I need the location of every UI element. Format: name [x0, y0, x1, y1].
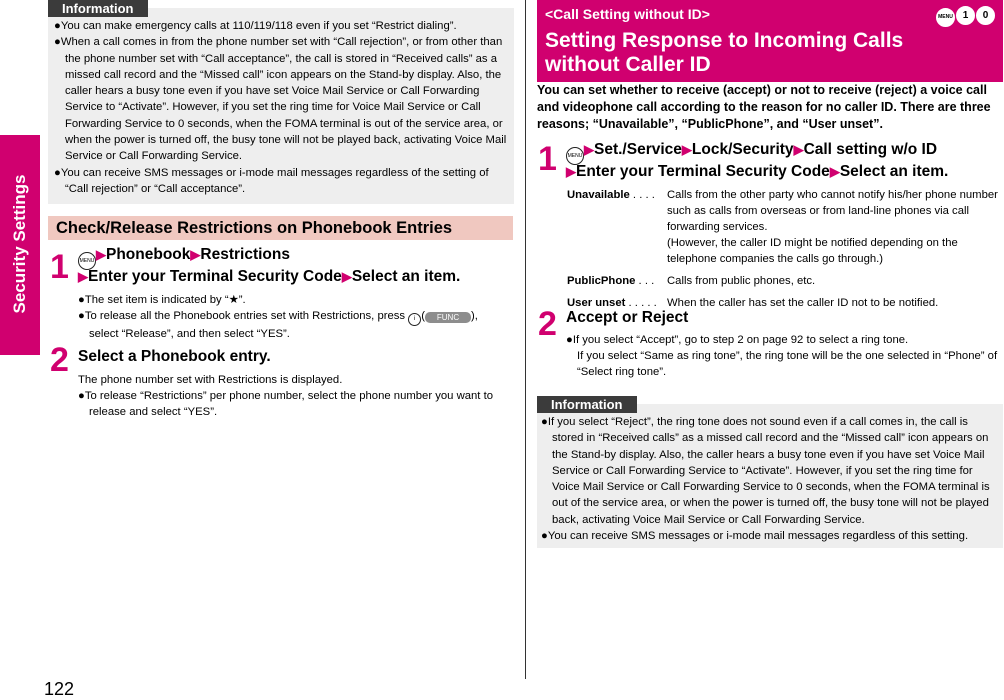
info-item: ●You can make emergency calls at 110/119/118 even if you set “Restrict dialing”.	[54, 20, 457, 32]
intro-text: You can set whether to receive (accept) or not to receive (reject) a voice call and videophone call according to the reason for no caller ID. There are three reasons; “Unavailable”, “PublicPhone”, and “User unset”.	[537, 83, 991, 131]
note: select “Release”, and then select “YES”.	[89, 328, 290, 340]
step-text: The phone number set with Restrictions is displayed.	[78, 374, 343, 386]
info-box-right	[537, 397, 1003, 548]
note: ●To release all the Phonebook entries set with Restrictions, press i ( FUNC ),	[78, 308, 510, 326]
arrow-icon: ▶	[793, 142, 804, 157]
note: ●The set item is indicated by “★”.	[78, 294, 246, 306]
step-instruction: Select a Phonebook entry.	[78, 348, 271, 365]
definition-desc: Calls from the other party who cannot notify his/her phone number such as calls from overseas or from land-line phones via call forwarding services. (However, the caller ID might be notified depending on the telephone companies the calls go through.)	[667, 189, 998, 265]
arrow-icon: ▶	[78, 269, 88, 284]
title-box	[537, 0, 1003, 82]
step-instruction: ▶Enter your Terminal Security Code▶Select an item.	[566, 163, 949, 180]
section-heading: Check/Release Restrictions on Phonebook Entries	[48, 216, 513, 240]
definition-desc: When the caller has set the caller ID not to be notified.	[667, 297, 939, 309]
info-box-left	[48, 1, 514, 204]
menu-key-icon: MENU	[78, 252, 96, 270]
title-category: <Call Setting without ID>	[545, 6, 710, 22]
key-1-icon: 1	[956, 6, 975, 25]
step-notes	[78, 372, 510, 420]
step-number: 2	[538, 305, 557, 343]
definition-list	[567, 187, 1002, 311]
arrow-icon: ▶	[566, 164, 576, 179]
note: If you select “Same as ring tone”, the ring tone will be the one selected in “Phone” of “Select ring tone”.	[577, 350, 998, 378]
func-key-icon: FUNC	[425, 312, 471, 323]
side-tab-label: Security Settings	[10, 174, 29, 314]
arrow-icon: ▶	[96, 247, 106, 262]
info-item: ●If you select “Reject”, the ring tone does not sound even if a call comes in, the call is stored in “Received calls” as a missed call record and the “Missed call” icon appears on the Stand-by display. Also, the caller hears a busy tone even if you have set Voice Mail Service or Call Forwarding Service to “Activate”. However, if you set the ring time for Voice Mail Service or Call Forwarding Service to 0 seconds, when the FOMA terminal is out of the service area, or when the power is turned off, the busy tone will not be played back, activating Voice Mail Service or Call Forwarding Service.	[541, 416, 990, 526]
note: ●To release “Restrictions” per phone number, select the phone number you want to release and select “YES”.	[78, 390, 493, 418]
info-label: Information	[48, 0, 148, 17]
shortcut-keys	[935, 5, 995, 27]
column-divider	[525, 0, 526, 679]
info-item: ●When a call comes in from the phone number set with “Call rejection”, or from other than the phone number set with “Call acceptance”, the call is stored in “Received calls” as a missed call record and the “Missed call” icon appears on the Stand-by display. Also, the caller hears a busy tone even if you have set Voice Mail Service or Call Forwarding Service to “Activate”. However, if you set the ring time for Voice Mail Service or Call Forwarding Service to 0 seconds, when the FOMA terminal is out of the service area, or when the power is turned off, the busy tone will not be played back, activating Voice Mail Service or Call Forwarding Service.	[54, 36, 507, 163]
info-list	[541, 414, 1000, 544]
arrow-icon: ▶	[829, 164, 840, 179]
definition-term: PublicPhone . . .	[567, 275, 655, 287]
info-list	[54, 18, 509, 197]
info-item: ●You can receive SMS messages or i-mode mail messages regardless of the setting of “Call rejection” or “Call acceptance”.	[54, 166, 489, 195]
definition-row	[567, 187, 1002, 267]
definition-desc: Calls from public phones, etc.	[667, 275, 816, 287]
step-number: 1	[50, 248, 69, 286]
arrow-icon: ▶	[584, 142, 594, 157]
step-number: 1	[538, 140, 557, 178]
definition-row	[567, 273, 1002, 289]
menu-key-icon: MENU	[566, 147, 584, 165]
step-instruction: ▶Enter your Terminal Security Code▶Select an item.	[78, 268, 461, 285]
page-title: Setting Response to Incoming Calls without Caller ID	[545, 29, 904, 76]
info-item: ●You can receive SMS messages or i-mode mail messages regardless of this setting.	[541, 530, 969, 543]
step-number: 2	[50, 341, 69, 379]
arrow-icon: ▶	[681, 142, 692, 157]
definition-term: Unavailable . . . .	[567, 189, 655, 201]
step-instruction: MENU ▶Set./Service▶Lock/Security▶Call setting w/o ID	[566, 139, 937, 165]
step-instruction: Accept or Reject	[566, 309, 689, 326]
arrow-icon: ▶	[341, 269, 352, 284]
menu-key-icon: MENU	[936, 8, 955, 27]
step-notes	[566, 332, 1002, 380]
step-notes	[78, 292, 510, 342]
step-instruction: MENU ▶Phonebook▶Restrictions	[78, 244, 290, 270]
i-key-icon: i	[408, 313, 421, 326]
info-label: Information	[537, 396, 637, 413]
arrow-icon: ▶	[190, 247, 201, 262]
definition-term: User unset . . . . .	[567, 297, 657, 309]
note: ●If you select “Accept”, go to step 2 on page 92 to select a ring tone.	[566, 334, 909, 346]
page-number: 122	[44, 679, 75, 699]
key-0-icon: 0	[976, 6, 995, 25]
